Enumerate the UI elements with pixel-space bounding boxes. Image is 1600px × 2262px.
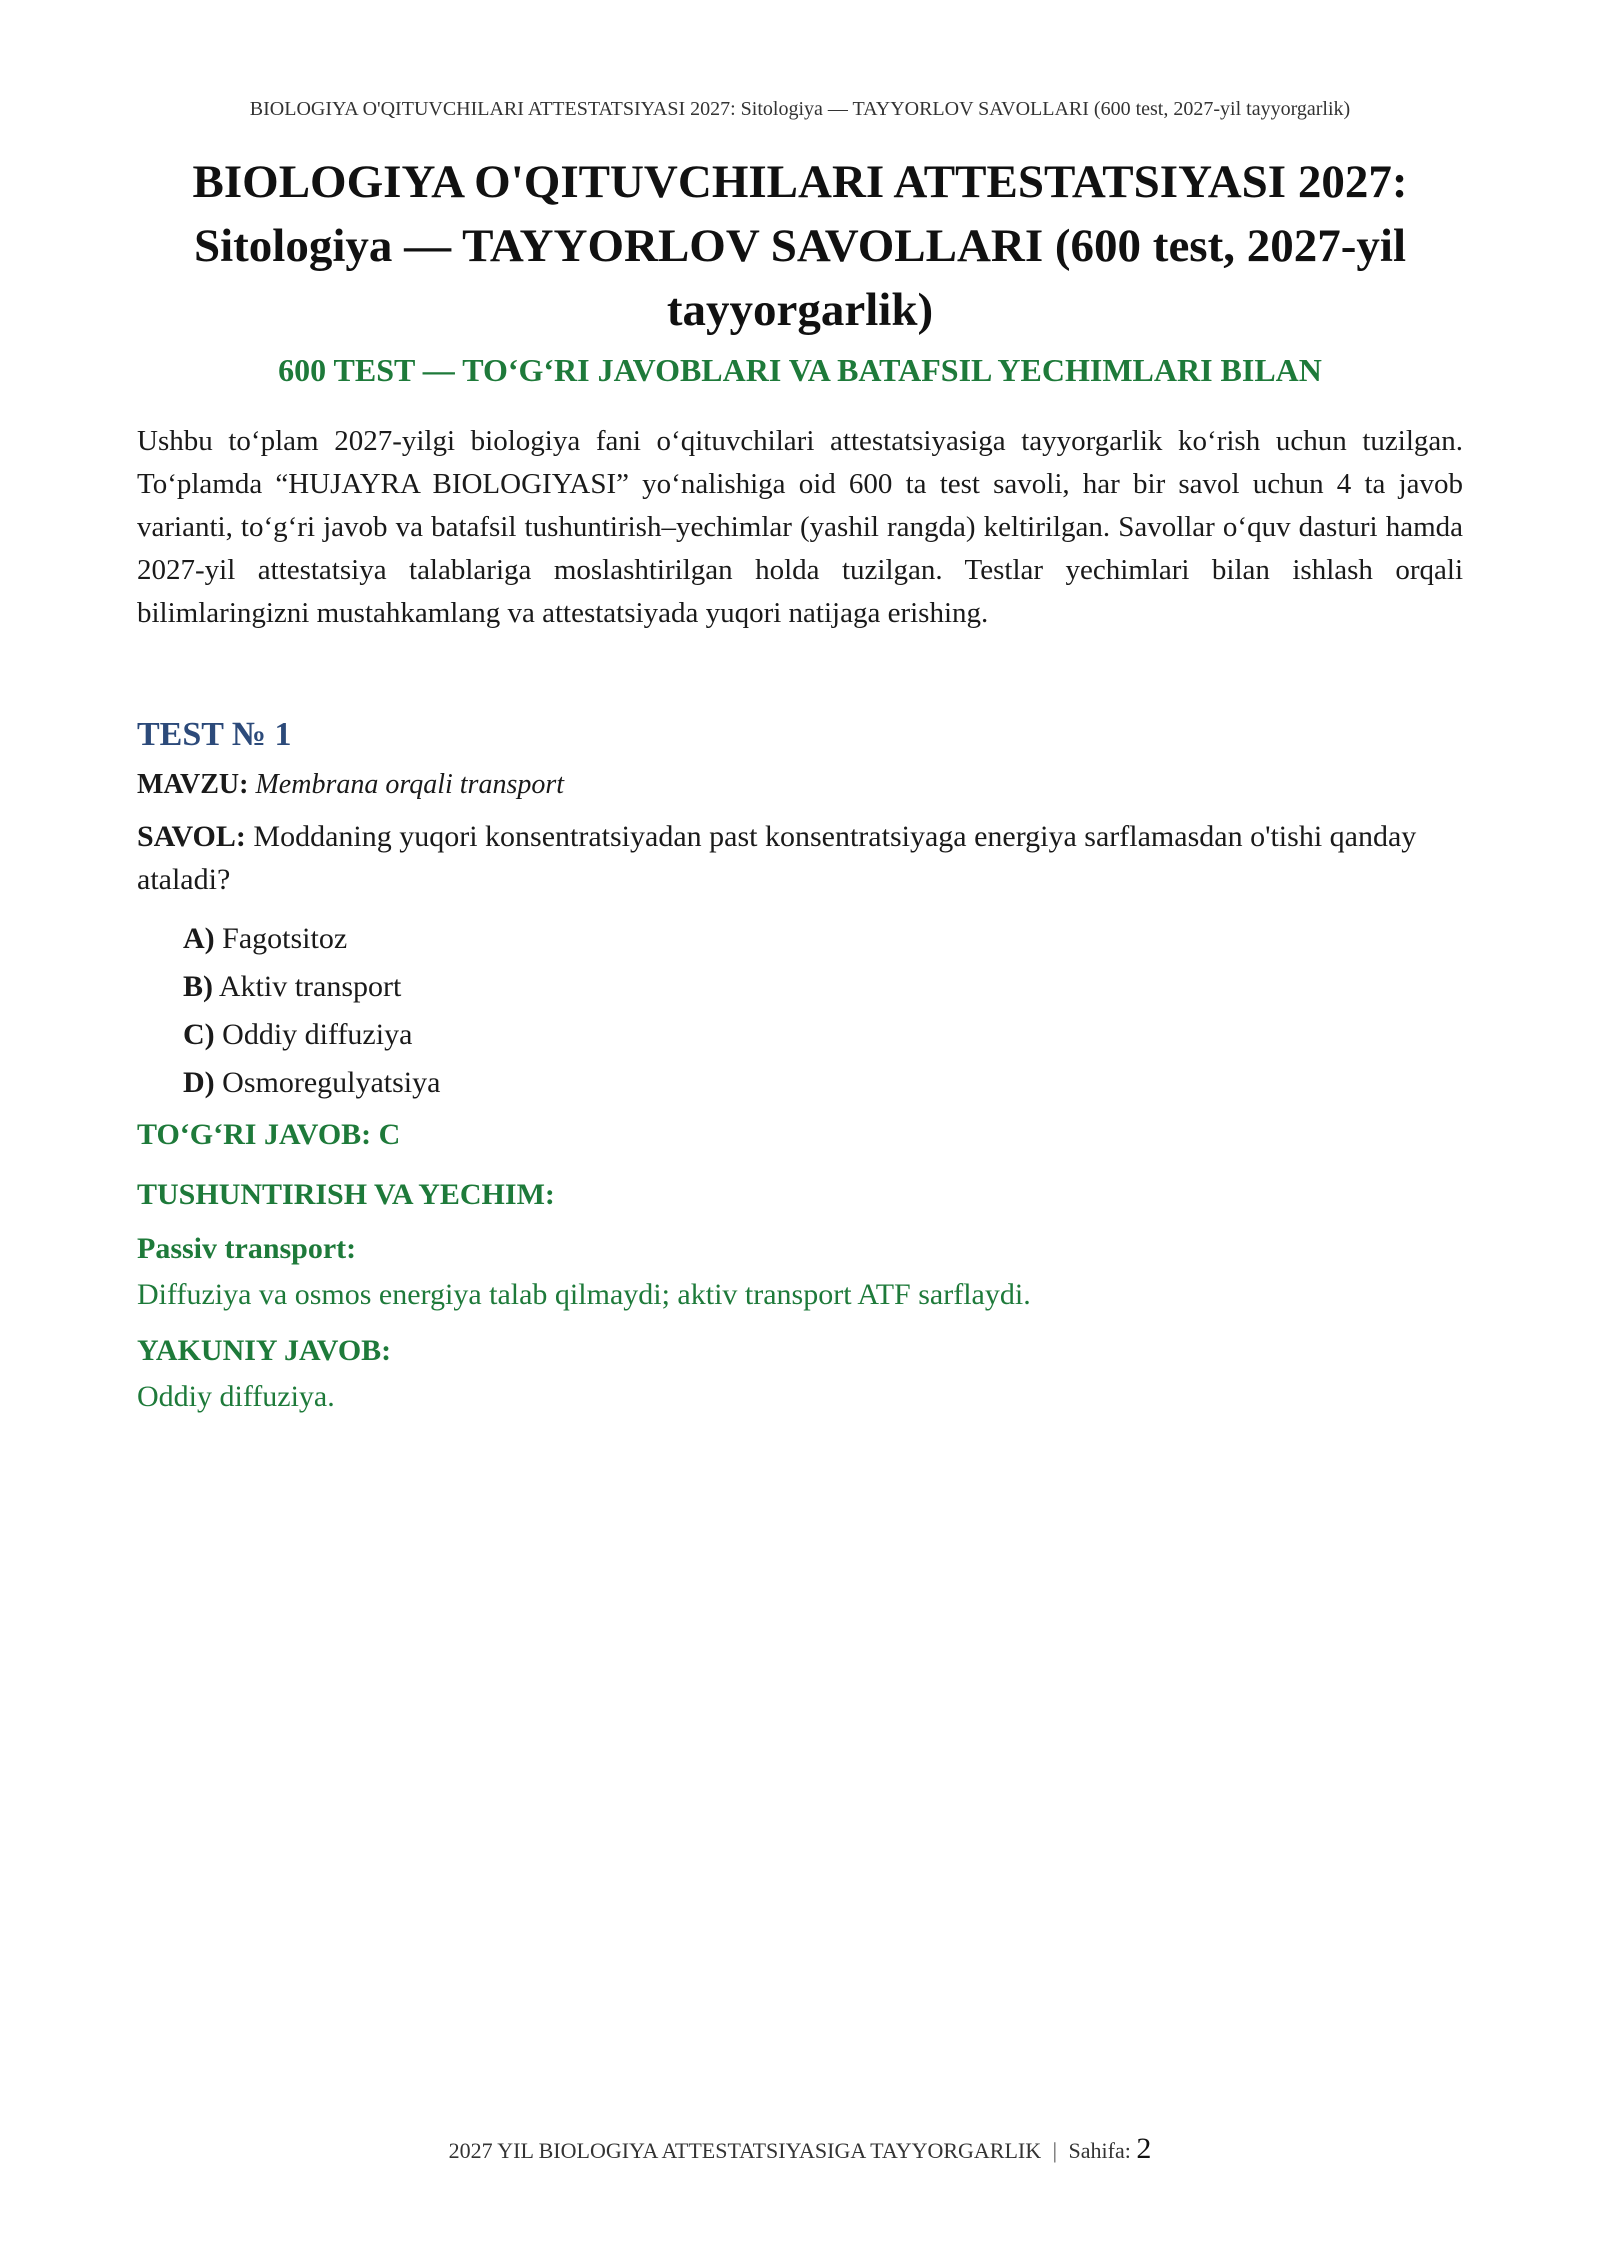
document-subtitle: 600 TEST — TO‘G‘RI JAVOBLARI VA BATAFSIL YECHIMLARI BILAN [278, 352, 1322, 388]
question-text: Moddaning yuqori konsentratsiyadan past konsentratsiyaga energiya sarflamasdan o'tishi qanday ataladi? [137, 820, 1417, 896]
option-letter: C) [183, 1018, 215, 1051]
explanation-heading: TUSHUNTIRISH VA YECHIM: [137, 1178, 555, 1211]
option-text: Aktiv transport [218, 970, 402, 1003]
running-header: BIOLOGIYA O'QITUVCHILARI ATTESTATSIYASI 2027: Sitologiya — TAYYORLOV SAVOLLARI (600 test, 2027-yil tayyorgarlik) [249, 98, 1351, 120]
option-d [183, 1059, 440, 1107]
footer-separator: | [1052, 2138, 1058, 2163]
option-letter: D) [183, 1066, 215, 1099]
passive-transport-heading: Passiv transport: [137, 1232, 357, 1265]
topic-value: Membrana orqali transport [255, 769, 565, 800]
question [137, 815, 1463, 901]
option-text: Fagotsitoz [222, 922, 348, 955]
footer-text: 2027 YIL BIOLOGIYA ATTESTATSIYASIGA TAYYORGARLIK [448, 2138, 1042, 2163]
passive-transport-text: Diffuziya va osmos energiya talab qilmaydi; aktiv transport ATF sarflaydi. [137, 1278, 1031, 1311]
test-heading: TEST № 1 [137, 716, 292, 753]
topic-line [137, 766, 564, 804]
document-title: BIOLOGIYA O'QITUVCHILARI ATTESTATSIYASI 2027: Sitologiya — TAYYORLOV SAVOLLARI (600 test, 2027-yil tayyorgarlik) [192, 156, 1408, 336]
page-footer [170, 2133, 1430, 2167]
correct-answer: TO‘G‘RI JAVOB: C [137, 1118, 401, 1151]
page-label: Sahifa: [1068, 2138, 1131, 2163]
option-text: Oddiy diffuziya [222, 1018, 413, 1051]
option-text: Osmoregulyatsiya [222, 1066, 441, 1099]
topic-label: MAVZU: [137, 769, 249, 800]
answer-options [183, 915, 440, 1107]
question-label: SAVOL: [137, 820, 246, 853]
page-number: 2 [1136, 2132, 1152, 2165]
final-answer-heading: YAKUNIY JAVOB: [137, 1334, 392, 1367]
final-answer-text: Oddiy diffuziya. [137, 1380, 335, 1413]
option-c [183, 1011, 440, 1059]
option-letter: A) [183, 922, 215, 955]
intro-paragraph: Ushbu to‘plam 2027-yilgi biologiya fani o‘qituvchilari attestatsiyasiga tayyorgarlik ko‘rish uchun tuzilgan. To‘plamda “HUJAYRA BIOLOGIYASI” yo‘nalishiga oid 600 ta test savoli, har bir savol uchun 4 ta javob varianti, to‘g‘ri javob va batafsil tushuntirish–yechimlar (yashil rangda) keltirilgan. Savollar o‘quv dasturi hamda 2027-yil attestatsiya talablariga moslashtirilgan holda tuzilgan. Testlar yechimlari bilan ishlash orqali bilimlaringizni mustahkamlang va attestatsiyada yuqori natijaga erishing. [137, 425, 1463, 629]
option-letter: B) [183, 970, 213, 1003]
option-b [183, 963, 440, 1011]
option-a [183, 915, 440, 963]
